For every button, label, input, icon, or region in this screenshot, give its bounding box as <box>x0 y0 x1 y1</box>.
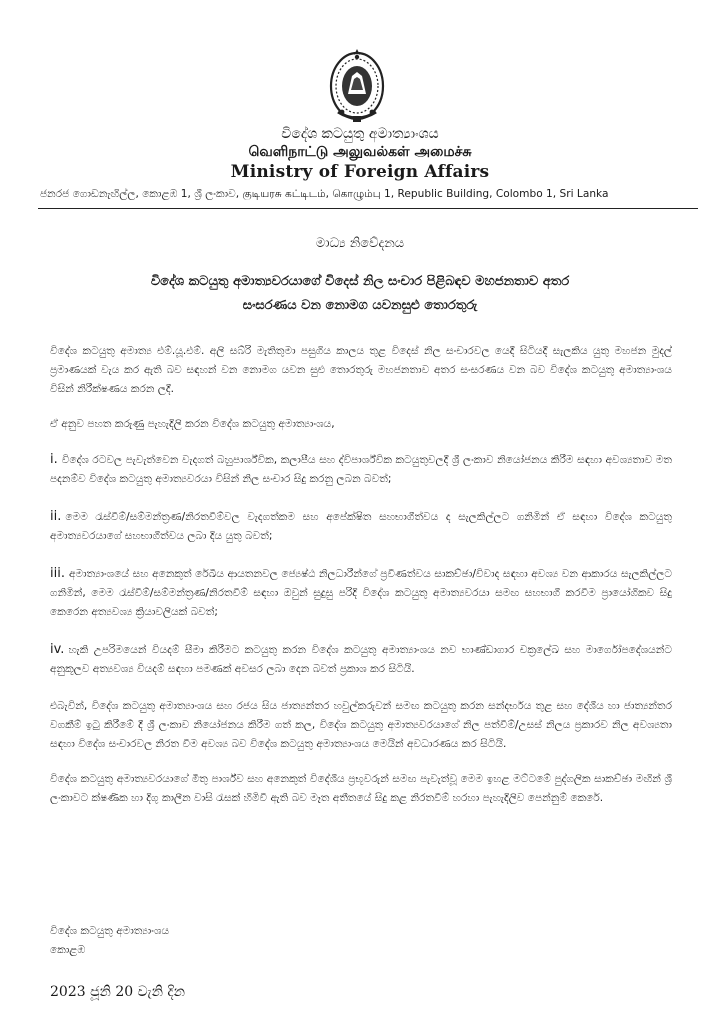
list-item-text: මෙම රැස්වීම්/සම්මන්ත්‍රණ/නිරතවීම්වල වැදගත්කම සහ අපේක්ෂිත සහභාගීත්වය ද සැලකිල්ලට ගනිමින් ඒ සඳහා විදේශ කටයුතු අමාත්‍යවරයාගේ සහභාගීත්වය ලබා දිය යුතු බවත්; <box>50 511 672 542</box>
list-item <box>50 450 672 489</box>
list-item-text: අමාත්‍යාංශයේ සහ අනෙකුත් රේඛීය ආයතනවල ජ්‍යෙෂ්ඨ නිලධාරීන්ගේ ප්‍රවීණත්වය සාකච්ඡා/විවාද සඳහා අවශ්‍ය වන ආකාරය සැලකිල්ලට ගනිමින්, මෙම රැස්වීම්/සම්මන්ත්‍රණ/නිරතවීම් සඳහා ඔවුන් සුදුසු පරිදි විදේශ කටයුතු අමාත්‍යවරයා සමඟ සහභාගී කරවීම ප්‍රායෝගිකව සිදු කෙරෙන අත්‍යවශ්‍ය ක්‍රියාවලියක් බවත්; <box>50 568 672 618</box>
closing-paragraph: විදේශ කටයුතු අමාත්‍යවරයාගේ මීතු පාර්ශ්ව සහ අනෙකුත් විදේශීය ප්‍රභූවරුන් සමඟ පැවැත්වූ මෙම ඉහළ මට්ටමේ පුද්ගලික සාකච්ඡා මඟින් ශ්‍රී ලංකාවට ක්ෂණික හා දිගු කාලීන වාසි රැසක් හිමිවී ඇති බව මෑත අතීතයේ සිදු කළ නිරතවීම් හරහා පැහැදිලිව පෙන්නුම් කෙරේ. <box>50 773 672 804</box>
title-line-2: සංසරණය වන නොමග යවනසුළු තොරතුරු <box>242 298 478 313</box>
list-item-number: ii. <box>50 509 62 524</box>
lead-paragraph: ඒ අනුව පහත කරුණු පැහැදිලි කරන විදේශ කටයුතු අමාත්‍යාංශය, <box>50 418 335 430</box>
list-item <box>50 564 672 622</box>
signature-ministry: විදේශ කටයුතු අමාත්‍යාංශය <box>50 925 170 937</box>
list-item <box>50 640 672 679</box>
ministry-name-sinhala: විදේශ කටයුතු අමාත්‍යාංශය <box>281 126 439 142</box>
intro-paragraph: විදේශ කටයුතු අමාත්‍ය එම්.යූ.එම්. අලි සබ්රි මැතිතුමා පසුගිය කාලය තුළ විදෙස් නිල සංචාරවල යෙදී සිටියදී සැලකිය යුතු මහජන මුදල් ප්‍රමාණයක් වැය කර ඇති බව සඳහන් වන නොමග යවන සුළු තොරතුරු මහජනතාව අතර සංසරණය වන බව විදේශ කටයුතු අමාත්‍යාංශය විසින් නිරීක්ෂණය කරන ලදී. <box>50 345 672 395</box>
emphasis-paragraph: එබැවින්, විදේශ කටයුතු අමාත්‍යාංශය සහ රජය සිය ජාත්‍යන්තර හවුල්කරුවන් සමඟ කටයුතු කරන සන්දර්භය තුළ සහ දේශීය හා ජාත්‍යන්තර වගකීම් ඉටු කිරීමේ දී ශ්‍රී ලංකාව නියෝජනය කිරීම ගත් කල, විදේශ කටයුතු අමාත්‍යවරයාගේ නිල පත්වීම්/උසස් නිලය ප්‍රකාරව නිල අවශ්‍යතා සඳහා විදේශ සංචාරවල නිරත වීම අවශ්‍ය බව විදේශ කටයුතු අමාත්‍යාංශය මෙයින් අවධාරණය කර සිටියි. <box>50 700 672 750</box>
list-item-number: iv. <box>50 642 65 657</box>
list-item-number: iii. <box>50 566 65 581</box>
list-item <box>50 507 672 546</box>
ministry-name-english: Ministry of Foreign Affairs <box>230 162 490 182</box>
sri-lanka-emblem-icon <box>326 46 388 126</box>
letterhead-address: ජනරජ ගොඩනැඟිල්ල, කොළඹ 1, ශ්‍රී ලංකාව, குடியரசு கட்டிடம், கொழும்பு 1, Republic Building, Colombo 1, Sri Lanka <box>40 188 609 200</box>
list-item-text: විදේශ රටවල පැවැත්වෙන වැදගත් බහුපාර්ශ්වික, කලාපීය සහ ද්විපාර්ශ්වික කටයුතුවලදී ශ්‍රී ලංකාව නියෝජනය කිරීම සඳහා අවශ්‍යතාව මත පදනම්ව විදේශ කටයුතු අමාත්‍යවරයා විසින් නිල සංචාර සිදු කරනු ලබන බවත්; <box>50 454 672 485</box>
media-notice-label: මාධ්‍ය නිවේදනය <box>315 236 405 251</box>
signature-city: කොළඹ <box>50 944 86 956</box>
list-item-text: හැකි උපරිමයෙන් වියදම් සීමා කිරීමට කටයුතු කරන විදේශ කටයුතු අමාත්‍යාංශය නව භාණ්ඩාගාර චක්‍රලේඛ සහ මාර්ගෝපදේශයන්ට අනුකූලව අත්‍යවශ්‍ය වියදම් සඳහා පමණක් අවසර ලබා දෙන බවත් ප්‍රකාශ කර සිටියි. <box>50 644 672 675</box>
signature-block <box>50 922 169 960</box>
release-date: 2023 ජූනි 20 වැනි දින <box>50 984 186 1000</box>
letterhead-divider <box>38 208 698 209</box>
ministry-name-tamil: வெளிநாட்டு அலுவல்கள் அமைச்சு <box>248 144 472 160</box>
title-line-1: විදේශ කටයුතු අමාත්‍යවරයාගේ විදෙස් නිල සංචාර පිළිබඳව මහජනතාව අතර <box>150 274 570 289</box>
list-item-number: i. <box>50 452 58 467</box>
press-release-title <box>70 270 650 318</box>
press-release-body <box>50 342 672 824</box>
